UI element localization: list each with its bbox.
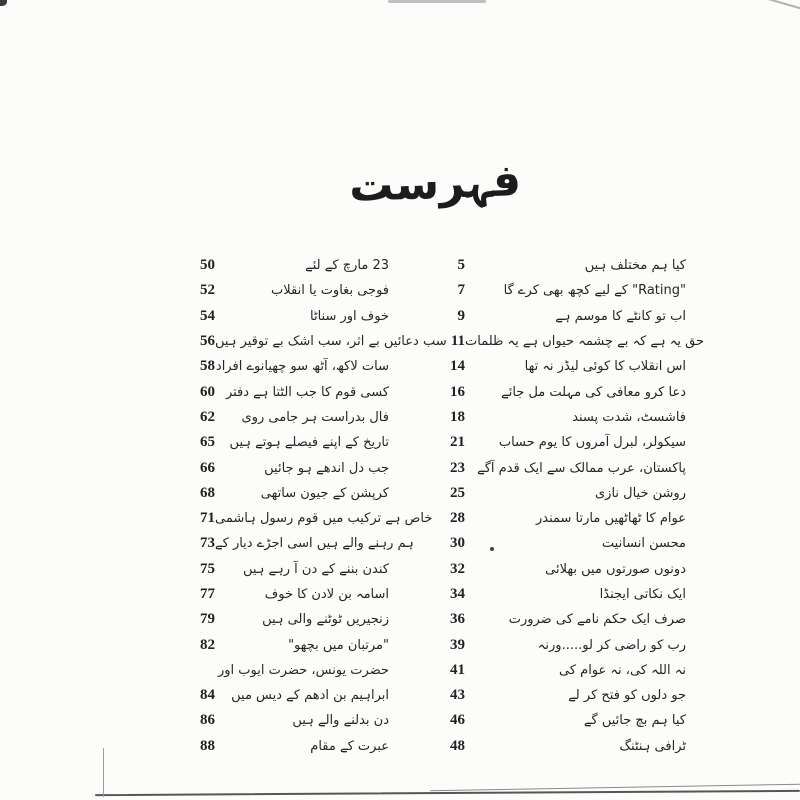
- entry-page-number: 46: [450, 712, 465, 729]
- toc-entry: [188, 329, 447, 354]
- entry-page-number: 16: [450, 383, 465, 400]
- entry-page-number: 30: [450, 535, 465, 552]
- entry-page-number: 52: [200, 282, 215, 299]
- toc-entry: [188, 582, 395, 607]
- entry-title: فاشسٹ، شدت پسند: [572, 409, 686, 425]
- entry-title: پاکستان، عرب ممالک سے ایک قدم آگے: [477, 460, 686, 476]
- entry-page-number: 60: [200, 383, 215, 400]
- page-title: فہرست: [348, 155, 522, 212]
- entry-title: ابراہیم بن ادھم کے دیس میں: [231, 688, 389, 704]
- entry-page-number: 28: [450, 510, 465, 527]
- entry-title: فال بدراست ہر جامی روی: [241, 409, 389, 425]
- entry-page-number: 9: [457, 307, 465, 324]
- entry-page-number: 66: [200, 459, 215, 476]
- toc-entry: [188, 557, 395, 582]
- entry-title: سات لاکھ، آٹھ سو چھیانوے افراد: [215, 359, 389, 375]
- toc-entry: [188, 278, 395, 303]
- toc-entry: [188, 253, 395, 278]
- toc-entry: [445, 354, 692, 379]
- entry-title: اب تو کانٹے کا موسم ہے: [555, 308, 686, 324]
- entry-page-number: 68: [200, 484, 215, 501]
- entry-title: عبرت کے مقام: [310, 738, 389, 754]
- toc-right-column: [445, 253, 705, 759]
- toc-entry: [445, 683, 692, 708]
- entry-page-number: 34: [450, 586, 465, 602]
- entry-title: فوجی بغاوت یا انقلاب: [271, 283, 389, 299]
- entry-page-number: 11: [450, 333, 465, 350]
- entry-title: کیا ہم بچ جائیں گے: [583, 713, 686, 729]
- toc-entry: [445, 253, 692, 278]
- entry-title: اسامہ بن لادن کا خوف: [264, 587, 389, 602]
- entry-title: دن بدلنے والے ہیں: [292, 713, 389, 729]
- toc-entry: [445, 278, 692, 303]
- scan-artifact-dot: [490, 547, 494, 551]
- toc-entry: [445, 329, 705, 354]
- entry-title: نہ اللہ کی، نہ عوام کی: [558, 662, 686, 678]
- entry-page-number: 75: [200, 560, 215, 577]
- entry-page-number: 58: [200, 358, 215, 375]
- toc-entry: [188, 734, 395, 759]
- toc-entry: [188, 379, 395, 404]
- entry-page-number: 18: [450, 408, 465, 425]
- entry-page-number: 32: [450, 560, 465, 577]
- entry-title: عوام کا ٹھاٹھیں مارتا سمندر: [535, 511, 686, 527]
- toc-entry: [188, 683, 395, 708]
- entry-title: خوف اور سناٹا: [309, 308, 389, 324]
- entry-title: اس انقلاب کا کوئی لیڈر نہ تھا: [524, 359, 686, 375]
- toc-entry: [188, 506, 433, 531]
- toc-entry: [188, 481, 395, 506]
- toc-entry: [445, 607, 692, 632]
- entry-title: صرف ایک حکم نامے کی ضرورت: [508, 612, 686, 628]
- toc-entry: [445, 632, 692, 657]
- toc-entry: [188, 430, 395, 455]
- toc-entry: [445, 531, 692, 556]
- entry-title: جب دل اندھے ہو جائیں: [264, 460, 389, 476]
- scan-artifact-top-right-line: [761, 0, 800, 10]
- entry-page-number: 25: [450, 484, 465, 501]
- entry-page-number: 65: [200, 434, 215, 451]
- entry-title: روشن خیال نازی: [594, 485, 686, 501]
- entry-title: کرپشن کے جیون ساتھی: [260, 485, 389, 501]
- entry-title: کسی قوم کا جب الٹتا ہے دفتر: [225, 384, 389, 400]
- toc-entry: [188, 658, 395, 683]
- toc-left-column: [188, 253, 447, 759]
- entry-title: 23 مارچ کے لئے: [305, 258, 389, 274]
- toc-entry: [188, 708, 395, 733]
- entry-page-number: 5: [457, 257, 465, 274]
- entry-title: سیکولر، لبرل آمروں کا یوم حساب: [498, 435, 686, 451]
- entry-page-number: 56: [200, 333, 215, 350]
- entry-page-number: 14: [450, 358, 465, 375]
- entry-title: حق یہ ہے کہ بے چشمہ حیواں ہے یہ ظلمات: [465, 334, 705, 350]
- entry-page-number: 86: [200, 712, 215, 729]
- entry-title: خاص ہے ترکیب میں قوم رسول ہاشمی: [215, 511, 433, 527]
- toc-entry: [188, 405, 395, 430]
- toc-entry: [445, 734, 692, 759]
- entry-page-number: 50: [200, 257, 215, 274]
- entry-title: کیا ہم مختلف ہیں: [584, 258, 686, 274]
- entry-title: ایک نکاتی ایجنڈا: [599, 587, 686, 602]
- entry-page-number: 21: [450, 434, 465, 451]
- toc-entry: [445, 506, 692, 531]
- entry-title: حضرت یونس، حضرت ایوب اور: [217, 662, 389, 678]
- scan-artifact-corner-spot: [0, 0, 7, 6]
- entry-title: جو دلوں کو فتح کر لے: [568, 688, 686, 704]
- toc-entry: [445, 708, 692, 733]
- entry-title: محسن انسانیت: [601, 536, 686, 552]
- toc-entry: [445, 304, 692, 329]
- entry-title: کندن بننے کے دن آ رہے ہیں: [242, 561, 389, 577]
- entry-title: ہم رہنے والے ہیں اسی اجڑے دیار کے: [215, 536, 414, 552]
- toc-entry: [445, 557, 692, 582]
- toc-entry: [188, 632, 395, 657]
- entry-page-number: 77: [200, 586, 215, 602]
- toc-entry: [445, 481, 692, 506]
- scan-artifact-top-smudge: [388, 0, 486, 3]
- entry-title: "مرتبان میں بچھو": [288, 637, 389, 653]
- toc-entry: [188, 354, 395, 379]
- entry-page-number: 54: [200, 307, 215, 324]
- entry-page-number: 88: [200, 737, 215, 754]
- entry-page-number: 43: [450, 687, 465, 704]
- entry-page-number: 36: [450, 611, 465, 628]
- entry-page-number: 62: [200, 408, 215, 425]
- toc-entry: [188, 607, 395, 632]
- toc-entry: [445, 455, 692, 480]
- entry-page-number: 73: [200, 535, 215, 552]
- toc-entry: [188, 304, 395, 329]
- toc-entry: [188, 531, 414, 556]
- entry-title: تاریخ کے اپنے فیصلے ہوتے ہیں: [229, 435, 389, 451]
- entry-page-number: 48: [450, 737, 465, 754]
- entry-page-number: 23: [450, 459, 465, 476]
- entry-title: ٹرافی ہنٹنگ: [619, 738, 686, 754]
- entry-title: "Rating" کے لیے کچھ بھی کرے گا: [503, 283, 686, 299]
- entry-page-number: 84: [200, 687, 215, 704]
- entry-title: سب دعائیں بے اثر، سب اشک بے توقیر ہیں: [215, 334, 447, 350]
- entry-title: دعا کرو معافی کی مہلت مل جائے: [501, 384, 686, 400]
- entry-page-number: 71: [200, 510, 215, 527]
- toc-entry: [445, 405, 692, 430]
- entry-page-number: 82: [200, 636, 215, 653]
- toc-entry: [188, 455, 395, 480]
- entry-page-number: 39: [450, 636, 465, 653]
- toc-entry: [445, 379, 692, 404]
- toc-entry: [445, 658, 692, 683]
- toc-entry: [445, 430, 692, 455]
- entry-title: دونوں صورتوں میں بھلائی: [545, 561, 686, 577]
- entry-page-number: 41: [450, 661, 465, 678]
- page-edge-left-line: [103, 748, 104, 797]
- entry-page-number: 79: [200, 611, 215, 628]
- entry-title: رب کو راضی کر لو.....ورنہ: [537, 637, 686, 653]
- entry-title: زنجیریں ٹوٹنے والی ہیں: [262, 612, 389, 628]
- entry-page-number: 7: [457, 282, 465, 299]
- toc-entry: [445, 582, 692, 607]
